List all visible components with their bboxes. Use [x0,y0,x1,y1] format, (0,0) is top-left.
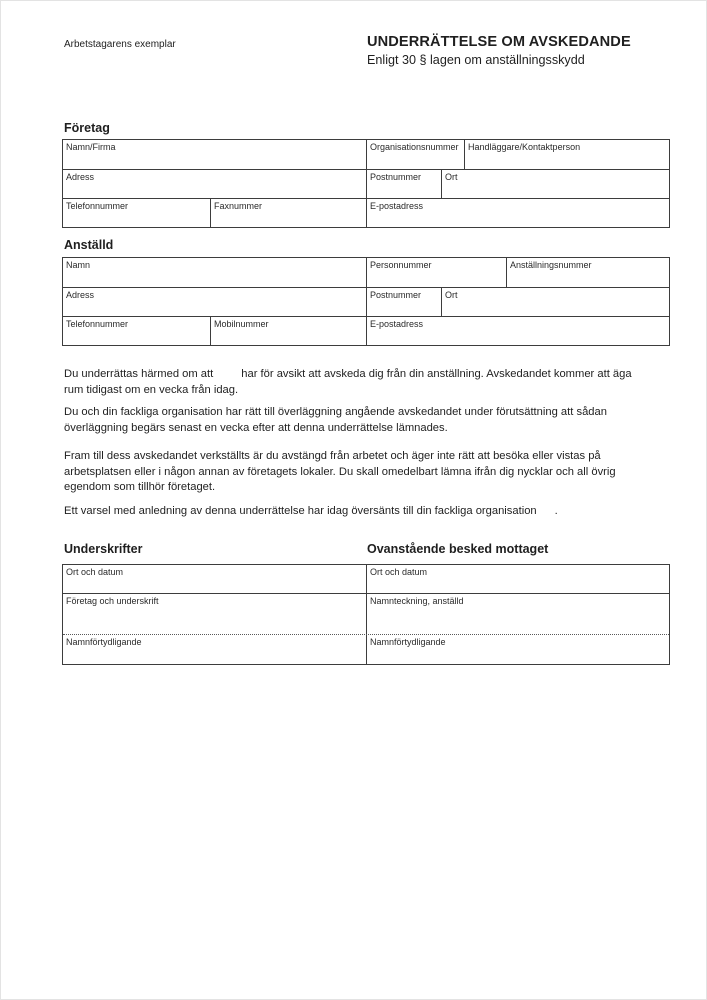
field-label: E-postadress [370,201,424,211]
notice-p4-after: . [554,505,558,517]
company-contact-field[interactable] [464,140,669,169]
employee-mobile-field[interactable] [210,317,366,345]
notice-p1-before: Du underrättas härmed om att [64,368,214,380]
signature-right-name-clarification-field[interactable] [366,635,669,664]
company-email-field[interactable] [366,199,669,227]
company-address-field[interactable] [63,170,366,198]
field-label: Ort och datum [66,567,124,577]
signature-left-name-clarification-field[interactable] [63,635,366,664]
field-label: Faxnummer [214,201,263,211]
section-heading-company: Företag [64,121,110,135]
field-label: Adress [66,290,95,300]
signature-left-place-date-field[interactable] [63,565,366,593]
field-label: Namn [66,260,91,270]
employee-personal-number-field[interactable] [366,258,506,287]
table-row [63,169,669,198]
notice-paragraph-1 [64,367,652,398]
signature-company-field[interactable] [63,594,366,634]
company-city-field[interactable] [441,170,669,198]
field-label: Handläggare/Kontaktperson [468,142,581,152]
table-row [63,198,669,227]
union-name-blank[interactable] [537,505,555,514]
notice-p1-after: har för avsikt att avskeda dig från din anställning. Avskedandet kommer att äga rum tidigast om en vecka från idag. [64,368,632,396]
company-name-field[interactable] [63,140,366,169]
employee-city-field[interactable] [441,288,669,316]
section-heading-signatures: Underskrifter [64,542,143,556]
field-label: Adress [66,172,95,182]
field-label: Företag och underskrift [66,596,159,606]
employee-address-field[interactable] [63,288,366,316]
field-label: Namnteckning, anställd [370,596,464,606]
title-block [367,33,667,68]
employee-phone-field[interactable] [63,317,210,345]
table-row [63,258,669,287]
field-label: Anställningsnummer [510,260,592,270]
field-label: Ort och datum [370,567,428,577]
company-fax-field[interactable] [210,199,366,227]
employee-email-field[interactable] [366,317,669,345]
signature-right-place-date-field[interactable] [366,565,669,593]
field-label: Telefonnummer [66,319,129,329]
employee-employment-number-field[interactable] [506,258,669,287]
field-label: Ort [445,290,458,300]
field-label: Postnummer [370,290,422,300]
field-label: Personnummer [370,260,432,270]
employee-zip-field[interactable] [366,288,441,316]
field-label: E-postadress [370,319,424,329]
notice-paragraph-4 [64,504,652,520]
field-label: Postnummer [370,172,422,182]
field-label: Telefonnummer [66,201,129,211]
copy-label: Arbetstagarens exemplar [64,39,176,50]
employee-table [62,257,670,346]
page-subtitle: Enligt 30 § lagen om anställningsskydd [367,53,585,67]
company-name-blank[interactable] [213,368,241,377]
section-heading-received: Ovanstående besked mottaget [367,542,549,556]
field-label: Namn/Firma [66,142,116,152]
notice-paragraph-3: Fram till dess avskedandet verkställts är du avstängd från arbetet och äger inte rätt att besöka eller vistas på arbetsplatsen eller i någon annan av företagets lokaler. Du skall omedelbart lämna ifrån dig nycklar och all övrig egendom som tillhör företaget. [64,450,616,493]
table-row [63,287,669,316]
signature-table [62,564,670,665]
company-zip-field[interactable] [366,170,441,198]
company-table [62,139,670,228]
field-label: Organisationsnummer [370,142,459,152]
signature-employee-field[interactable] [366,594,669,634]
company-phone-field[interactable] [63,199,210,227]
table-row [63,316,669,345]
field-label: Mobilnummer [214,319,269,329]
employee-name-field[interactable] [63,258,366,287]
table-row [63,565,669,593]
company-org-number-field[interactable] [366,140,464,169]
notice-p4-before: Ett varsel med anledning av denna underrättelse har idag översänts till din fackliga organisation [64,505,537,517]
page-title: UNDERRÄTTELSE OM AVSKEDANDE [367,34,631,50]
table-row [63,593,669,634]
field-label: Namnförtydligande [370,637,446,647]
notice-paragraph-2: Du och din fackliga organisation har rätt till överläggning angående avskedandet under förutsättning att sådan överläggning begärs senast en vecka efter att denna underrättelse lämnades. [64,406,607,434]
section-heading-employee: Anställd [64,238,114,252]
table-row [63,634,669,664]
table-row [63,140,669,169]
field-label: Ort [445,172,458,182]
field-label: Namnförtydligande [66,637,142,647]
